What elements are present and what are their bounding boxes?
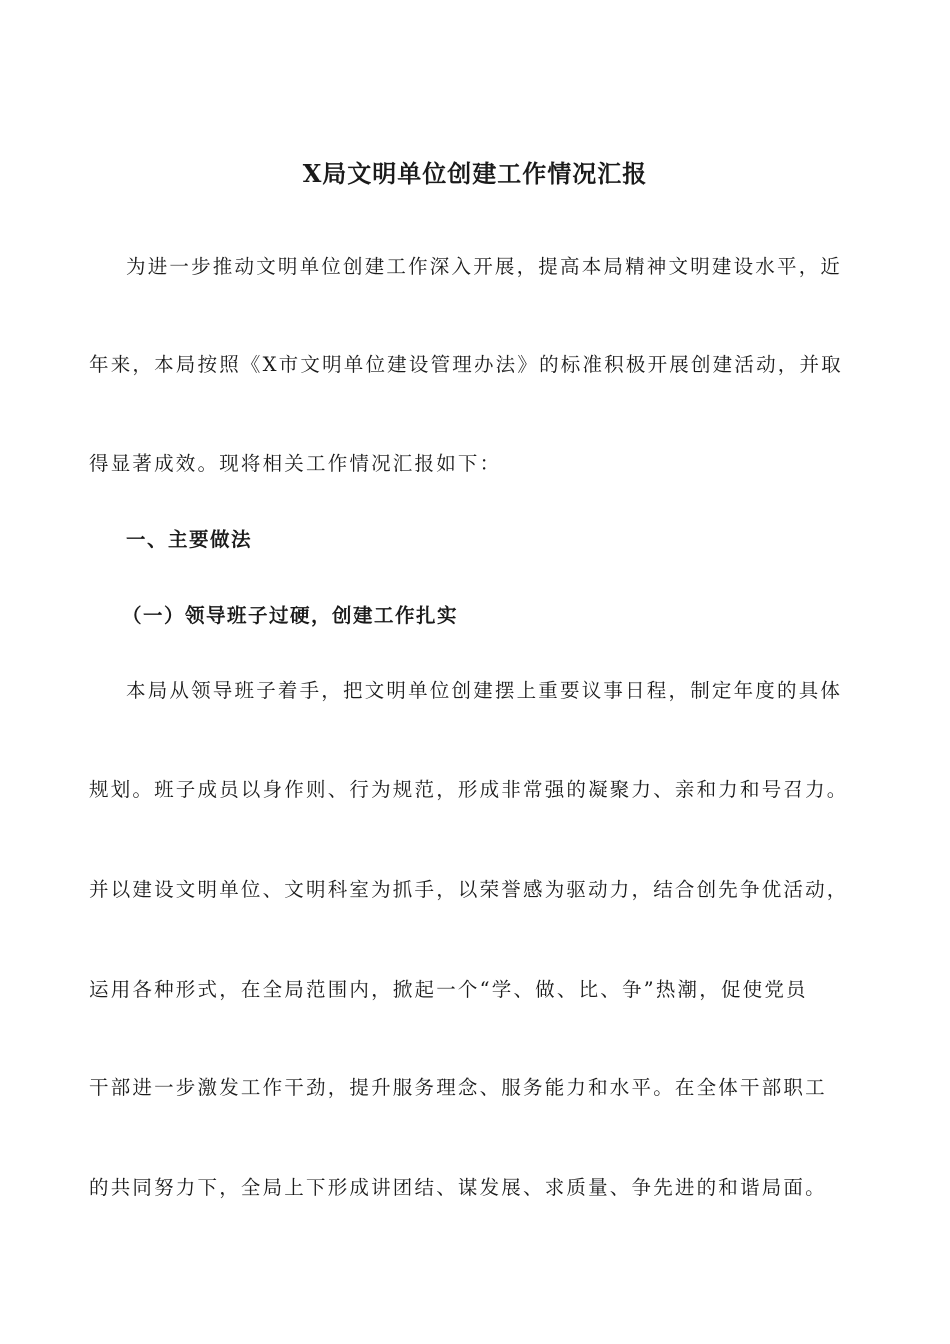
body-line-5: 干部进一步激发工作干劲，提升服务理念、服务能力和水平。在全体干部职工 xyxy=(89,1076,827,1099)
intro-line-2: 年来，本局按照《X市文明单位建设管理办法》的标准积极开展创建活动，并取 xyxy=(89,353,843,376)
body-line-4: 运用各种形式，在全局范围内，掀起一个“学、做、比、争”热潮，促使党员 xyxy=(89,978,808,1001)
body-line-6: 的共同努力下，全局上下形成讲团结、谋发展、求质量、争先进的和谐局面。 xyxy=(89,1176,827,1199)
intro-line-3: 得显著成效。现将相关工作情况汇报如下： xyxy=(89,452,502,475)
body-line-3: 并以建设文明单位、文明科室为抓手，以荣誉感为驱动力，结合创先争优活动， xyxy=(89,878,849,901)
subsection-heading: （一）领导班子过硬，创建工作扎实 xyxy=(122,604,459,627)
body-line-2: 规划。班子成员以身作则、行为规范，形成非常强的凝聚力、亲和力和号召力。 xyxy=(89,778,849,801)
intro-line-1: 为进一步推动文明单位创建工作深入开展，提高本局精神文明建设水平，近 xyxy=(126,255,843,278)
section-heading: 一、主要做法 xyxy=(126,528,253,551)
document-title: X局文明单位创建工作情况汇报 xyxy=(302,159,648,188)
body-line-1: 本局从领导班子着手，把文明单位创建摆上重要议事日程，制定年度的具体 xyxy=(126,679,843,702)
